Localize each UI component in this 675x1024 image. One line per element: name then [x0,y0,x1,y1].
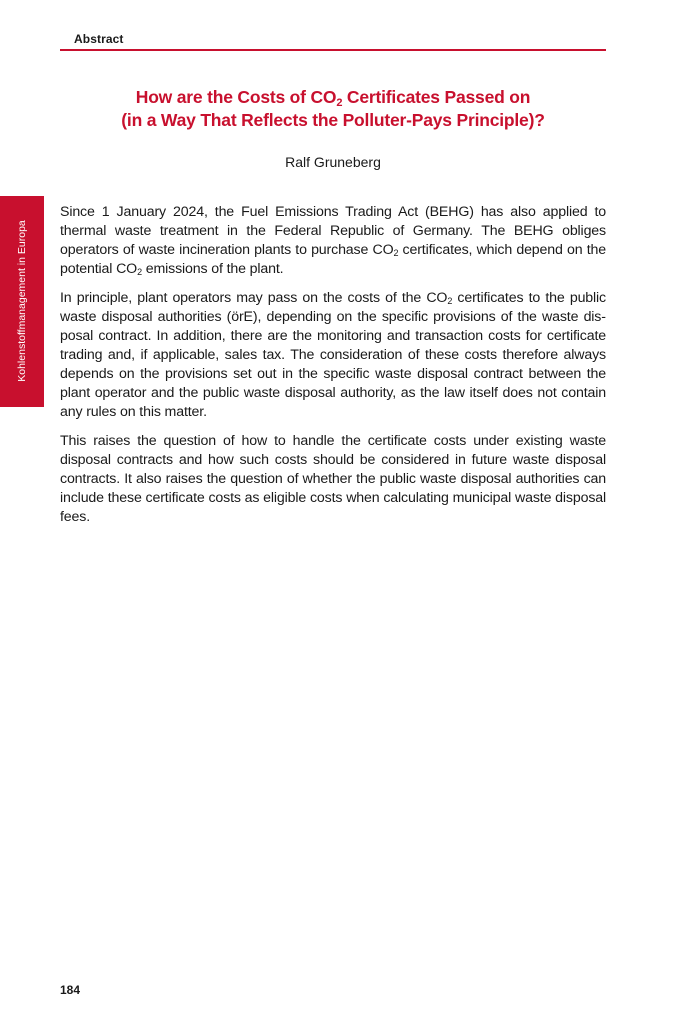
title-line1-part1: How are the Costs of CO [135,87,337,107]
paragraph-3: This raises the question of how to handle the certificate costs under existing waste disposal contracts and how such costs should be considered in future waste disposal contracts. It also raises the question of whether the public waste disposal authorities can include these certificate costs as eligible costs when calculating municipal waste disposal fees. [60,433,606,525]
p2-subscript-a: 2 [447,296,453,306]
paragraph-1 [60,203,606,279]
section-label: Abstract [74,32,124,46]
p2-text-a: In principle, plant operators may pass on the costs of the CO [60,290,448,306]
side-tab-label: Kohlenstoffmanagement in Europa [16,220,28,382]
page-number: 184 [60,983,81,997]
p1-subscript-a: 2 [393,248,399,258]
article-title [60,86,606,132]
header-rule [60,49,606,51]
p1-text-c: emissions of the plant. [141,261,284,277]
p1-text-b: certificates, which depend on the potential CO [60,242,606,277]
title-subscript: 2 [336,97,343,109]
p1-text-a: Since 1 January 2024, the Fuel Emissions Trading Act (BEHG) has also applied to thermal waste treatment in the Federal Republic of Germany. The BEHG obliges operators of waste incineration plants to purchase CO [60,204,606,258]
p1-subscript-b: 2 [137,267,142,277]
abstract-body [60,203,606,537]
author-name: Ralf Gruneberg [285,154,381,170]
paragraph-2 [60,289,606,422]
title-line2: (in a Way That Reflects the Polluter-Pays Principle)? [121,110,545,130]
title-line1-part2: Certificates Passed on [342,87,531,107]
p2-text-b: certificates to the public waste disposal authorities (örE), depending on the specific provisions of the waste disposal contract. In addition, there are the monitoring and transaction costs for certificate trading and, if applicable, sales tax. The consideration of these costs therefore always depends on the provisions set out in the specific waste disposal contract between the plant operator and the public waste disposal authority, as the law itself does not contain any rules on this matter. [60,290,606,420]
